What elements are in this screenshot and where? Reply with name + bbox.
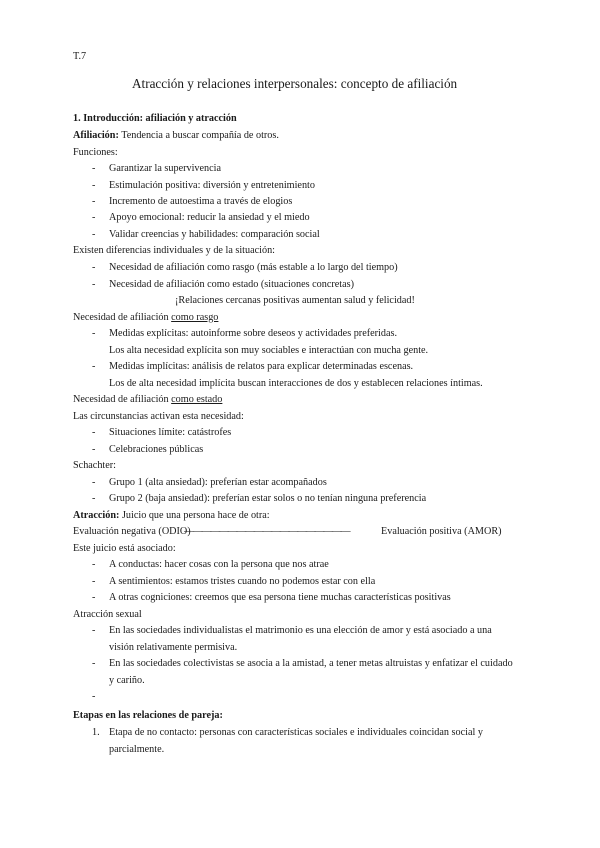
bullet-dash: - <box>92 625 96 636</box>
bullet-dash: - <box>92 477 96 488</box>
atraccion-definition <box>73 509 270 522</box>
circunstancia-item: Situaciones límite: catástrofes <box>109 427 232 438</box>
etapas-heading: Etapas en las relaciones de pareja: <box>73 710 223 721</box>
estado-label-underlined: como estado <box>171 394 223 405</box>
sexual-item-cont: visión relativamente permisiva. <box>109 642 238 653</box>
asociado-item: A conductas: hacer cosas con la persona que nos atrae <box>109 559 329 570</box>
bullet-dash: - <box>92 163 96 174</box>
evaluation-scale-line: ——————————————————— <box>184 526 350 537</box>
bullet-dash: - <box>92 493 96 504</box>
diferencia-item: Necesidad de afiliación como rasgo (más estable a lo largo del tiempo) <box>109 262 398 273</box>
bullet-dash: - <box>92 592 96 603</box>
asociado-item: A otras cogniciones: creemos que esa persona tiene muchas características positivas <box>109 592 451 603</box>
bullet-dash: - <box>92 328 96 339</box>
diferencia-item: Necesidad de afiliación como estado (situaciones concretas) <box>109 279 354 290</box>
schachter-label: Schachter: <box>73 460 116 471</box>
sexual-item: En las sociedades colectivistas se asocia a la amistad, a tener metas altruistas y enfatizar el cuidado <box>109 658 513 669</box>
rasgo-label-underlined: como rasgo <box>171 312 219 323</box>
funcion-item: Incremento de autoestima a través de elogios <box>109 196 293 207</box>
diferencias-label: Existen diferencias individuales y de la situación: <box>73 245 275 256</box>
bullet-dash: - <box>92 229 96 240</box>
bullet-dash: - <box>92 196 96 207</box>
atraccion-text: Juicio que una persona hace de otra: <box>119 510 270 521</box>
bullet-dash: - <box>92 427 96 438</box>
evaluation-scale-right: Evaluación positiva (AMOR) <box>381 526 502 537</box>
bullet-dash: - <box>92 212 96 223</box>
asociado-label: Este juicio está asociado: <box>73 543 176 554</box>
estado-label-prefix: Necesidad de afiliación <box>73 394 172 405</box>
etapa-number: 1. <box>92 727 100 738</box>
bullet-dash: - <box>92 361 96 372</box>
asociado-item: A sentimientos: estamos tristes cuando no podemos estar con ella <box>109 576 376 587</box>
rasgo-label <box>73 311 218 324</box>
sexual-item-cont: y cariño. <box>109 675 145 686</box>
schachter-item: Grupo 1 (alta ansiedad): preferían estar acompañados <box>109 477 327 488</box>
bullet-dash: - <box>92 180 96 191</box>
afiliacion-label: Afiliación: <box>73 130 119 141</box>
funciones-label: Funciones: <box>73 147 118 158</box>
bullet-dash: - <box>92 262 96 273</box>
etapa-item: Etapa de no contacto: personas con características sociales e individuales coincidan social y <box>109 727 483 738</box>
etapa-item-cont: parcialmente. <box>109 744 165 755</box>
bullet-dash: - <box>92 279 96 290</box>
page-title: Atracción y relaciones interpersonales: concepto de afiliación <box>132 76 458 91</box>
circunstancia-item: Celebraciones públicas <box>109 444 204 455</box>
bullet-dash: - <box>92 658 96 669</box>
bullet-dash: - <box>92 559 96 570</box>
funcion-item: Garantizar la supervivencia <box>109 163 222 174</box>
bullet-dash-empty: - <box>92 691 96 702</box>
rasgo-item: Medidas explícitas: autoinforme sobre deseos y actividades preferidas. <box>109 328 397 339</box>
bullet-dash: - <box>92 576 96 587</box>
funcion-item: Validar creencias y habilidades: comparación social <box>109 229 320 240</box>
rasgo-label-prefix: Necesidad de afiliación <box>73 312 172 323</box>
rasgo-item-detail: Los de alta necesidad implícita buscan interacciones de dos y establecen relaciones íntimas. <box>109 378 483 389</box>
funcion-item: Apoyo emocional: reducir la ansiedad y el miedo <box>109 212 310 223</box>
rasgo-item: Medidas implícitas: análisis de relatos para explicar determinadas escenas. <box>109 361 414 372</box>
afiliacion-definition <box>73 129 279 142</box>
highlight-statement: ¡Relaciones cercanas positivas aumentan salud y felicidad! <box>175 295 415 306</box>
page-tag: T.7 <box>73 51 87 62</box>
atraccion-sexual-label: Atracción sexual <box>73 609 142 620</box>
estado-label <box>73 393 222 406</box>
evaluation-scale-left: Evaluación negativa (ODIO) <box>73 526 191 537</box>
schachter-item: Grupo 2 (baja ansiedad): preferían estar solos o no tenían ninguna preferencia <box>109 493 427 504</box>
afiliacion-text: Tendencia a buscar compañía de otros. <box>118 130 279 141</box>
funcion-item: Estimulación positiva: diversión y entretenimiento <box>109 180 315 191</box>
section-heading-intro: 1. Introducción: afiliación y atracción <box>73 113 237 124</box>
circunstancias-label: Las circunstancias activan esta necesidad: <box>73 411 244 422</box>
sexual-item: En las sociedades individualistas el matrimonio es una elección de amor y está asociado a una <box>109 625 492 636</box>
bullet-dash: - <box>92 444 96 455</box>
rasgo-item-detail: Los alta necesidad explícita son muy sociables e interactúan con mucha gente. <box>109 345 429 356</box>
atraccion-label: Atracción: <box>73 510 120 521</box>
